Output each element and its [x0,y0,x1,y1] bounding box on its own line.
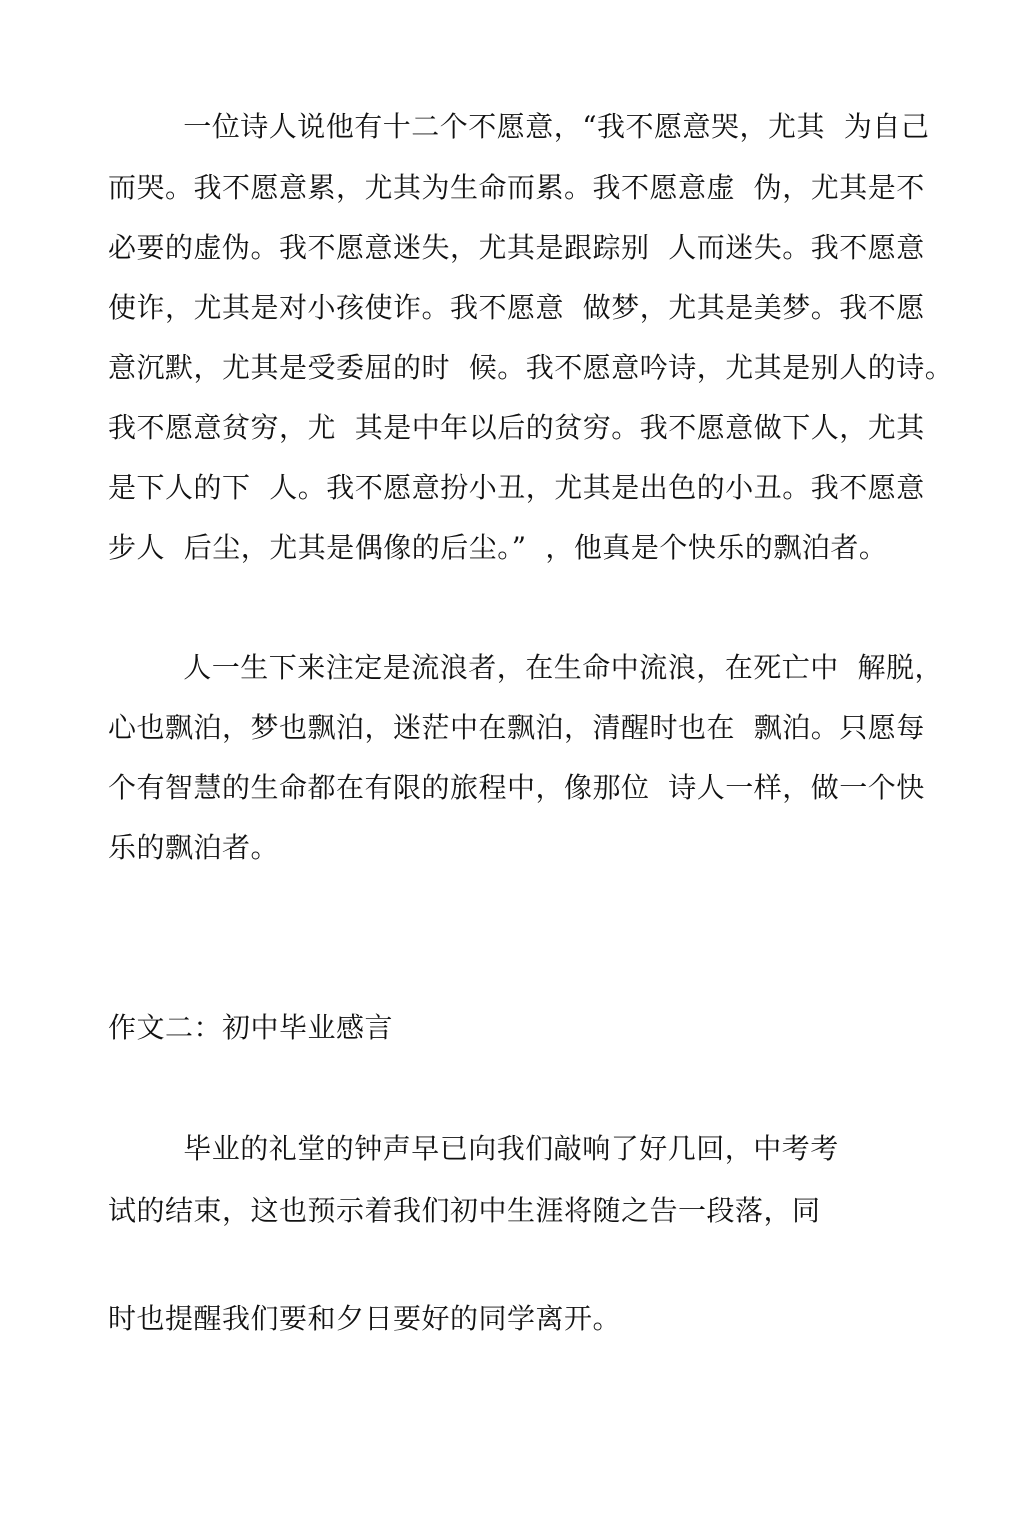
paragraph-1-line-1: 一位诗人说他有十二个不愿意，“我不愿意哭，尤其 为自己 [108,110,930,143]
paragraph-2-line-3: 个有智慧的生命都在有限的旅程中，像那位 诗人一样，做一个快 [108,771,925,804]
paragraph-1-line-2: 而哭。我不愿意累，尤其为生命而累。我不愿意虚 伪，尤其是不 [108,171,925,204]
paragraph-2-line-1: 人一生下来注定是流浪者，在生命中流浪，在死亡中 解脱， [108,651,944,684]
paragraph-1-line-8: 步人 后尘，尤其是偶像的后尘。” ，他真是个快乐的飘泊者。 [108,531,888,564]
paragraph-3-line-2: 试的结束，这也预示着我们初中生涯将随之告一段落，同 [108,1194,821,1227]
paragraph-1-line-5: 意沉默，尤其是受委屈的时 候。我不愿意吟诗，尤其是别人的诗。 [108,351,954,384]
paragraph-3-line-3: 时也提醒我们要和夕日要好的同学离开。 [108,1302,622,1335]
paragraph-3-line-1: 毕业的礼堂的钟声早已向我们敲响了好几回，中考考 [108,1132,839,1165]
paragraph-1-line-6: 我不愿意贫穷，尤 其是中年以后的贫穷。我不愿意做下人，尤其 [108,411,925,444]
paragraph-1-line-4: 使诈，尤其是对小孩使诈。我不愿意 做梦，尤其是美梦。我不愿 [108,291,925,324]
paragraph-1-line-3: 必要的虚伪。我不愿意迷失，尤其是跟踪别 人而迷失。我不愿意 [108,231,925,264]
essay-heading: 作文二：初中毕业感言 [108,1011,394,1044]
paragraph-1-line-7: 是下人的下 人。我不愿意扮小丑，尤其是出色的小丑。我不愿意 [108,471,925,504]
paragraph-2-line-4: 乐的飘泊者。 [108,831,280,864]
paragraph-2-line-2: 心也飘泊，梦也飘泊，迷茫中在飘泊，清醒时也在 飘泊。只愿每 [108,711,925,744]
